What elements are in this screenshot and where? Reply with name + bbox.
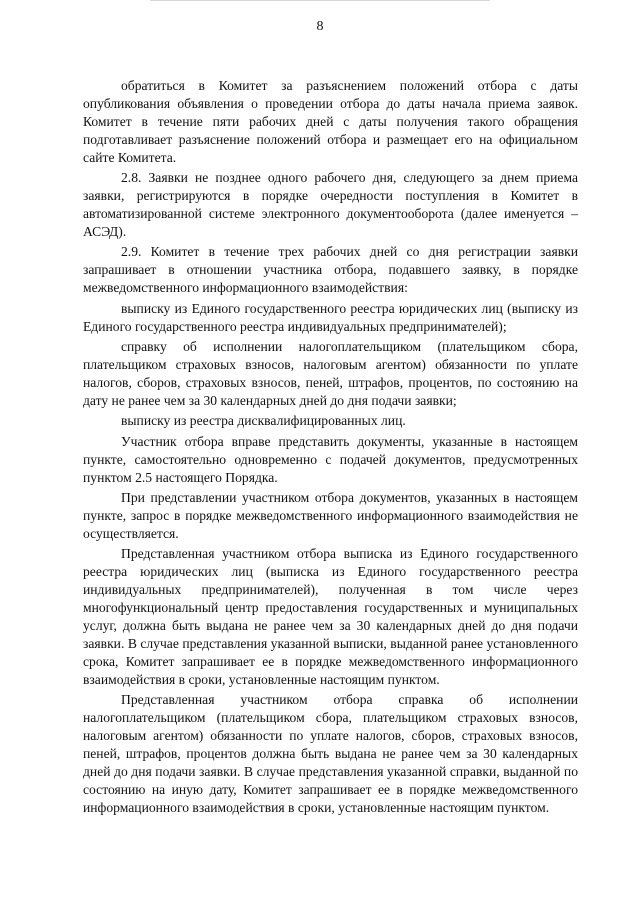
- list-item-egrul-extract: выписку из Единого государственного реестра юридических лиц (выписку из Единого государственного реестра индивидуальных предпринимателей);: [83, 300, 578, 334]
- document-body: [83, 77, 578, 819]
- page-number: 8: [316, 19, 324, 34]
- paragraph-extract-validity: Представленная участником отбора выписка из Единого государственного реестра юридических лиц (выписка из Единого государственного реестра индивидуальных предпринимателей), полученная в том числе через многофункциональный центр предоставления государственных и муниципальных услуг, должна быть выдана не ранее чем за 30 календарных дней до дня подачи заявки. В случае представления указанной выписки, выданной ранее установленного срока, Комитет запрашивает ее в порядке межведомственного информационного взаимодействия в сроки, установленные настоящим пунктом.: [83, 546, 578, 687]
- paragraph-continuation: обратиться в Комитет за разъяснением положений отбора с даты опубликования объявления о проведении отбора до даты начала приема заявок. Комитет в течение пяти рабочих дней с даты получения такого обращения подготавливает разъяснение положений отбора и размещает его на официальном сайте Комитета.: [83, 78, 578, 165]
- list-item-tax-certificate: справку об исполнении налогоплательщиком (плательщиком сбора, плательщиком страховых взносов, налоговым агентом) обязанности по уплате налогов, сборов, страховых взносов, пеней, штрафов, процентов, по состоянию на дату не ранее чем за 30 календарных дней до дня подачи заявки;: [83, 339, 578, 408]
- paragraph-2-9: 2.9. Комитет в течение трех рабочих дней со дня регистрации заявки запрашивает в отношении участника отбора, подавшего заявку, в порядке межведомственного информационного взаимодействия:: [83, 244, 578, 296]
- paragraph-2-8: 2.8. Заявки не позднее одного рабочего дня, следующего за днем приема заявки, регистрируются в порядке очередности поступления в Комитет в автоматизированной системе электронного документооборота (далее именуется – АСЭД).: [83, 170, 578, 239]
- scan-edge-line: [150, 0, 490, 1]
- paragraph-no-request: При представлении участником отбора документов, указанных в настоящем пункте, запрос в порядке межведомственного информационного взаимодействия не осуществляется.: [83, 490, 578, 541]
- paragraph-participant-right: Участник отбора вправе представить документы, указанные в настоящем пункте, самостоятельно одновременно с подачей документов, предусмотренных пунктом 2.5 настоящего Порядка.: [83, 433, 578, 485]
- list-item-disqualified-registry: выписку из реестра дисквалифицированных лиц.: [121, 413, 406, 429]
- paragraph-certificate-validity: Представленная участником отбора справка об исполнении налогоплательщиком (плательщиком сбора, плательщиком страховых взносов, налоговым агентом) обязанности по уплате налогов, сборов, страховых взносов, пеней, штрафов, процентов должна быть выдана не ранее чем за 30 календарных дней до дня подачи заявки. В случае представления указанной справки, выданной по состоянию на иную дату, Комитет запрашивает ее в порядке межведомственного информационного взаимодействия в сроки, установленные настоящим пунктом.: [83, 692, 578, 815]
